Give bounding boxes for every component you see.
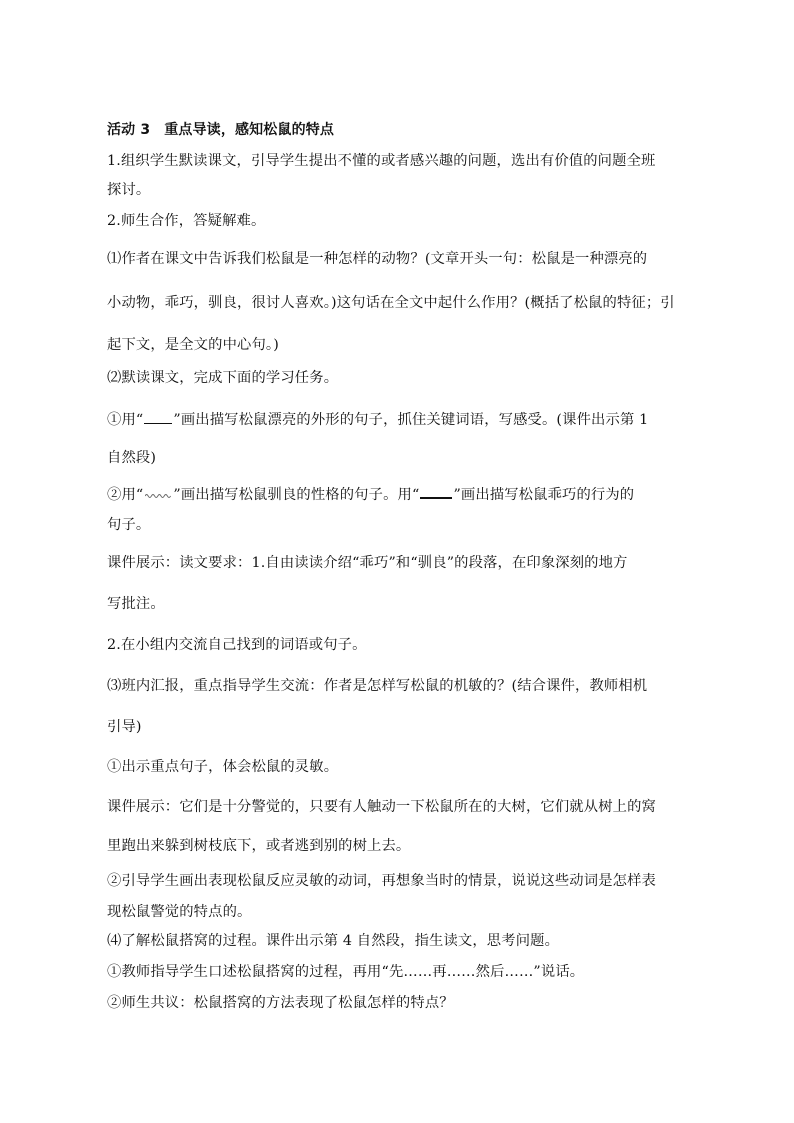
task-1-line-1 bbox=[107, 409, 648, 431]
paragraph-2: 2.师生合作，答疑解难。 bbox=[107, 213, 266, 229]
task-2-suffix: ”画出描写松鼠乖巧的行为的 bbox=[453, 487, 635, 503]
task-2-line-2: 句子。 bbox=[107, 517, 151, 533]
question-3-line-2: 引导) bbox=[107, 719, 142, 735]
question-2: ⑵默读课文，完成下面的学习任务。 bbox=[107, 370, 339, 386]
task-2-line-1 bbox=[107, 484, 634, 506]
question-1-line-3: 起下文，是全文的中心句。) bbox=[107, 337, 279, 353]
activity-heading-label: 活动 3 bbox=[107, 122, 151, 138]
courseware-1-line-2: 写批注。 bbox=[107, 596, 165, 612]
courseware-1-line-1: 课件展示：读文要求：1.自由读读介绍“乖巧”和“驯良”的段落，在印象深刻的地方 bbox=[107, 555, 628, 571]
wavy-underline-mark bbox=[145, 493, 171, 499]
question-3-line-1: ⑶班内汇报，重点指导学生交流：作者是怎样写松鼠的机敏的？(结合课件，教师相机 bbox=[107, 678, 648, 694]
paragraph-1-line-2: 探讨。 bbox=[107, 182, 151, 198]
task-2-middle: ”画出描写松鼠驯良的性格的句子。用“ bbox=[173, 487, 420, 503]
courseware-2-line-1: 课件展示：它们是十分警觉的，只要有人触动一下松鼠所在的大树，它们就从树上的窝 bbox=[107, 799, 656, 815]
courseware-2-line-2: 里跑出来躲到树枝底下，或者逃到别的树上去。 bbox=[107, 838, 411, 854]
question-4: ⑷了解松鼠搭窝的过程。课件出示第 4 自然段，指生读文，思考问题。 bbox=[107, 933, 560, 949]
task-2-prefix: ②用“ bbox=[107, 487, 144, 503]
question-4-step-1: ①教师指导学生口述松鼠搭窝的过程，再用“先……再……然后……”说话。 bbox=[107, 964, 585, 980]
question-3-step-1: ①出示重点句子，体会松鼠的灵敏。 bbox=[107, 759, 339, 775]
question-1-line-2: 小动物，乖巧，驯良，很讨人喜欢。)这句话在全文中起什么作用？(概括了松鼠的特征；引 bbox=[107, 295, 675, 311]
straight-underline-mark bbox=[144, 422, 172, 424]
question-3-step-2-line-2: 现松鼠警觉的特点的。 bbox=[107, 904, 252, 920]
question-1-line-1: ⑴作者在课文中告诉我们松鼠是一种怎样的动物？(文章开头一句：松鼠是一种漂亮的 bbox=[107, 251, 648, 267]
activity-heading bbox=[107, 119, 334, 141]
task-1-prefix: ①用“ bbox=[107, 412, 144, 428]
question-3-step-2-line-1: ②引导学生画出表现松鼠反应灵敏的动词，再想象当时的情景，说说这些动词是怎样表 bbox=[107, 873, 656, 889]
task-1-line-2: 自然段) bbox=[107, 450, 157, 466]
activity-heading-title: 重点导读，感知松鼠的特点 bbox=[164, 122, 335, 138]
courseware-1-item-2: 2.在小组内交流自己找到的词语或句子。 bbox=[107, 637, 367, 653]
question-4-step-2: ②师生共议：松鼠搭窝的方法表现了松鼠怎样的特点？ bbox=[107, 995, 454, 1011]
task-1-suffix: ”画出描写松鼠漂亮的外形的句子，抓住关键词语，写感受。(课件出示第 1 bbox=[173, 412, 649, 428]
thick-underline-mark bbox=[420, 496, 452, 499]
paragraph-1-line-1: 1.组织学生默读课文，引导学生提出不懂的或者感兴趣的问题，选出有价值的问题全班 bbox=[107, 153, 656, 169]
